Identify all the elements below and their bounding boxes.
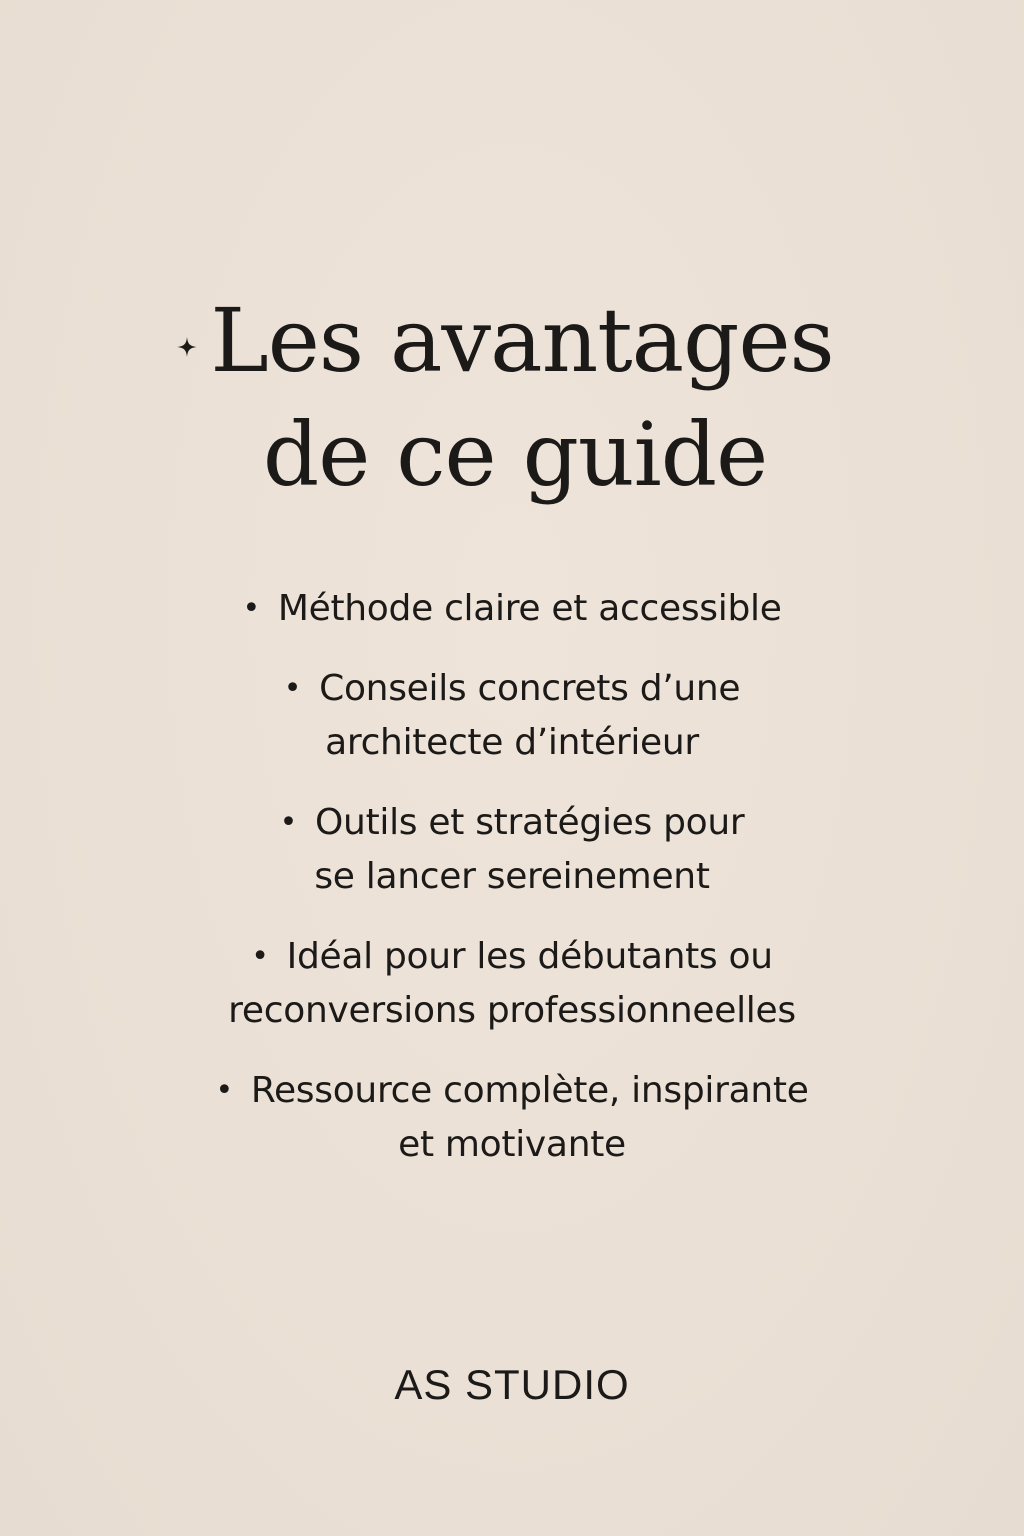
benefit-line-2: architecte d’intérieur bbox=[325, 722, 699, 763]
benefit-text: Outils et stratégies pour bbox=[315, 802, 745, 843]
title-line-1: Les avantages bbox=[210, 289, 834, 392]
benefit-line-1 bbox=[0, 662, 1024, 716]
bullet-icon: • bbox=[215, 1073, 233, 1108]
bullet-icon: • bbox=[279, 805, 298, 840]
benefit-item bbox=[0, 582, 1024, 636]
bullet-icon: • bbox=[251, 939, 269, 974]
benefits-list bbox=[0, 582, 1024, 1198]
benefit-text: Conseils concrets d’une bbox=[319, 668, 741, 709]
brand-name: AS STUDIO bbox=[394, 1361, 630, 1408]
benefit-line-1 bbox=[0, 930, 1024, 984]
page-title bbox=[0, 284, 1024, 512]
benefit-line-2: et motivante bbox=[398, 1124, 626, 1165]
benefit-line-1 bbox=[0, 582, 1024, 636]
bullet-icon: • bbox=[283, 671, 302, 706]
benefit-line-2: se lancer sereinement bbox=[314, 856, 710, 897]
benefit-text: Ressource complète, inspirante bbox=[250, 1070, 809, 1111]
title-line-2: de ce guide bbox=[262, 403, 768, 506]
bullet-icon: • bbox=[242, 591, 260, 626]
benefit-item bbox=[0, 1064, 1024, 1172]
benefit-text: Méthode claire et accessible bbox=[277, 588, 782, 629]
benefit-item bbox=[0, 662, 1024, 770]
benefit-line-1 bbox=[0, 1064, 1024, 1118]
benefit-item bbox=[0, 796, 1024, 904]
benefit-line-2: reconversions professionneelles bbox=[228, 990, 796, 1031]
benefit-text: Idéal pour les débutants ou bbox=[286, 936, 773, 977]
benefit-line-1 bbox=[0, 796, 1024, 850]
benefit-item bbox=[0, 930, 1024, 1038]
